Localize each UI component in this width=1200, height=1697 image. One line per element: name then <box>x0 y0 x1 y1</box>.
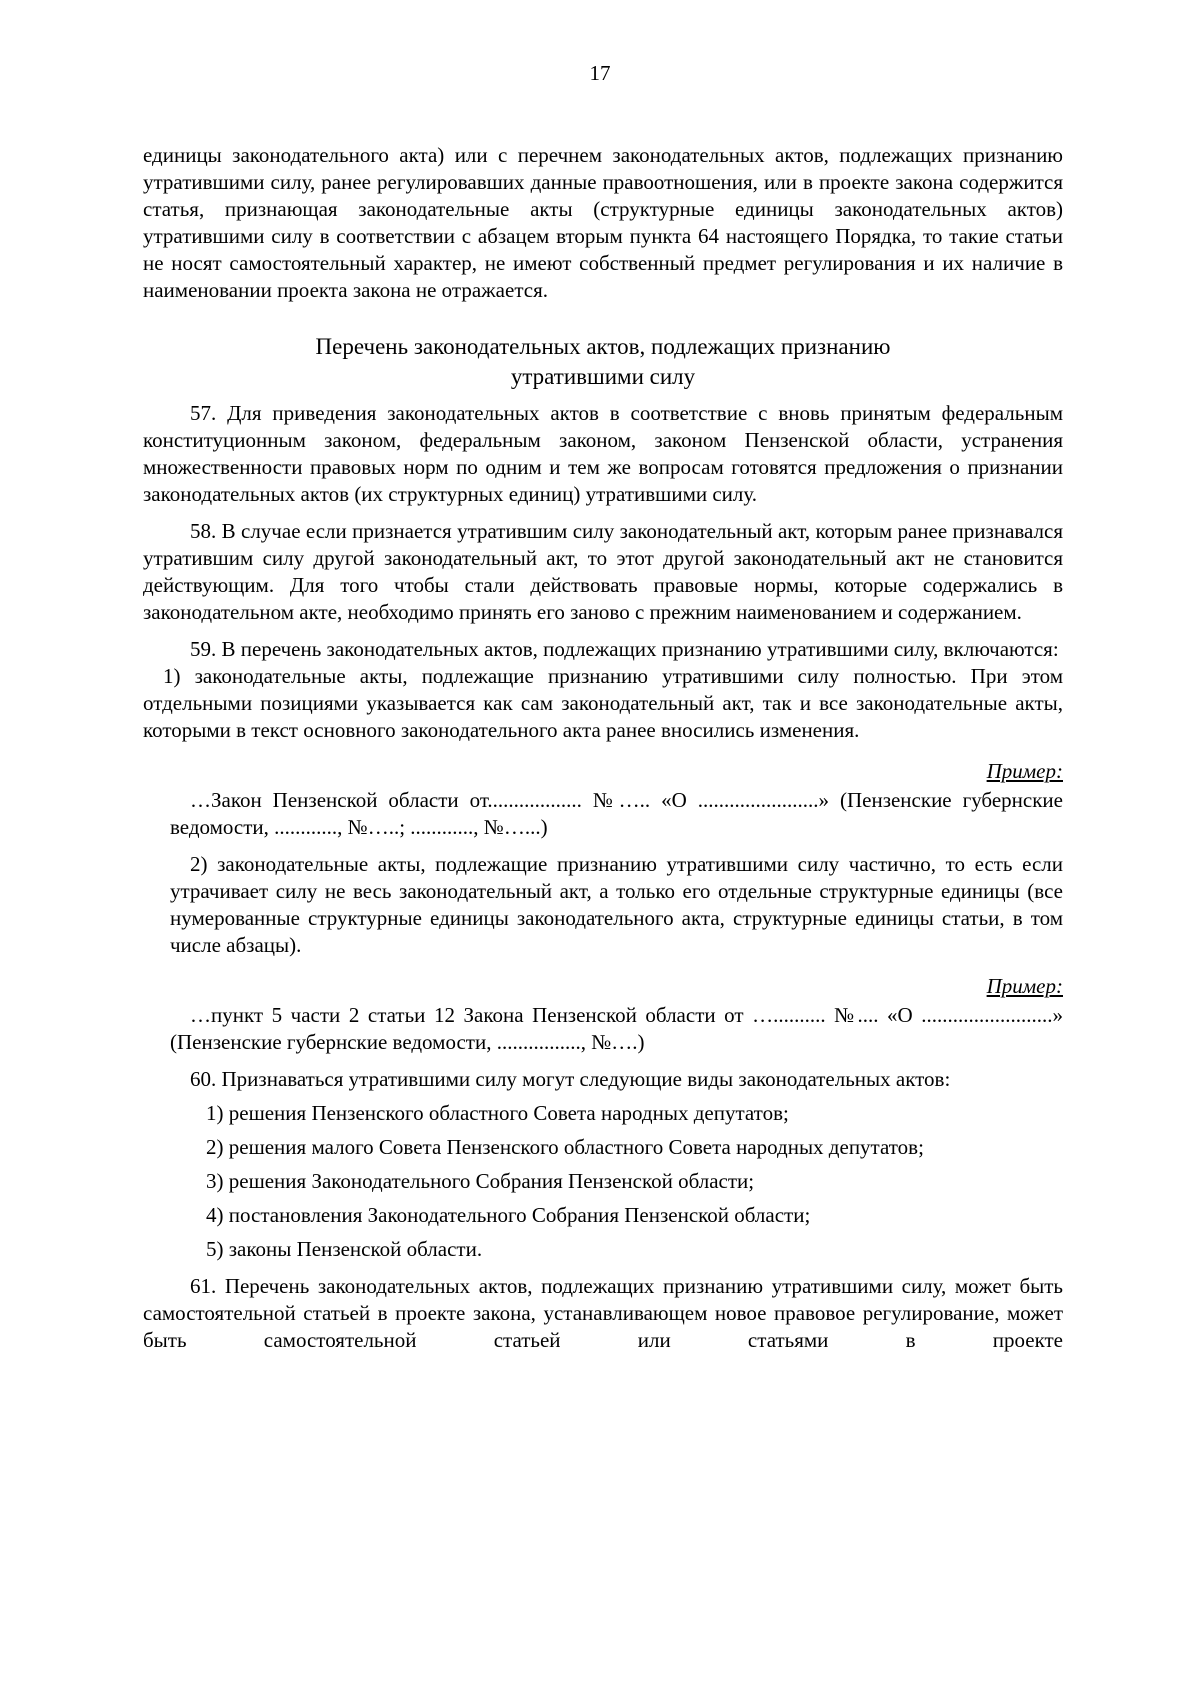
section-heading-line-2: утратившими силу <box>510 364 696 389</box>
intro-paragraph: единицы законодательного акта) или с перечнем законодательных актов, подлежащих признанию утратившими силу, ранее регулировавших данные правоотношения, или в проекте закона содержится статья, признающая законодательные акты (структурные единицы законодательных актов) утратившими силу в соответствии с абзацем вторым пункта 64 настоящего Порядка, то такие статьи не носят самостоятельный характер, не имеют собственный предмет регулирования и их наличие в наименовании проекта закона не отражается. <box>143 143 1063 302</box>
page-body <box>143 142 1063 1354</box>
paragraph-59-item-2: 2) законодательные акты, подлежащие признанию утратившими силу частично, то есть если утрачивает силу не весь законодательный акт, а только его отдельные структурные единицы (все нумерованные структурные единицы законодательного акта, структурные единицы статьи, в том числе абзацы). <box>170 852 1063 957</box>
page-number: 17 <box>589 61 611 85</box>
paragraph-58: 58. В случае если признается утратившим силу законодательный акт, которым ранее признавался утратившим силу другой законодательный акт, то этот другой законодательный акт не становится действующим. Для того чтобы стали действовать правовые нормы, которые содержались в законодательном акте, необходимо принять его заново с прежним наименованием и содержанием. <box>143 519 1063 624</box>
list-item: 4) постановления Законодательного Собрания Пензенской области; <box>206 1203 811 1227</box>
paragraph-59: 59. В перечень законодательных актов, подлежащих признанию утратившими силу, включаются: <box>190 637 1059 661</box>
paragraph-57: 57. Для приведения законодательных актов в соответствие с вновь принятым федеральным конституционным законом, федеральным законом, законом Пензенской области, устранения множественности правовых норм по одним и тем же вопросам готовятся предложения о признании законодательных актов (их структурных единиц) утратившими силу. <box>143 401 1063 506</box>
paragraph-59-item-1: 1) законодательные акты, подлежащие признанию утратившими силу полностью. При этом отдельными позициями указывается как сам законодательный акт, так и все законодательные акты, которыми в текст основного законодательного акта ранее вносились изменения. <box>143 664 1063 742</box>
list-item: 1) решения Пензенского областного Совета народных депутатов; <box>206 1101 789 1125</box>
example-1: …Закон Пензенской области от.................. №….. «О .......................» (Пензенские губернские ведомости, ............, №…..; ............, №…...) <box>170 788 1063 839</box>
paragraph-61: 61. Перечень законодательных актов, подлежащих признанию утратившими силу, может быть самостоятельной статьей в проекте закона, устанавливающем новое правовое регулирование, может быть самостоятельной статьей или статьями в проекте <box>143 1274 1063 1352</box>
list-item: 3) решения Законодательного Собрания Пензенской области; <box>206 1169 755 1193</box>
section-heading-line-1: Перечень законодательных актов, подлежащих признанию <box>315 334 891 359</box>
list-item: 2) решения малого Совета Пензенского областного Совета народных депутатов; <box>206 1135 924 1159</box>
example-label-1: Пример: <box>986 759 1063 783</box>
example-label-2: Пример: <box>986 974 1063 998</box>
example-2: …пункт 5 части 2 статьи 12 Закона Пензенской области от ….......... №.... «О .........................» (Пензенские губернские ведомости, ................, №….) <box>170 1003 1063 1054</box>
list-item: 5) законы Пензенской области. <box>206 1237 483 1261</box>
section-heading <box>143 332 1063 392</box>
paragraph-60-list <box>206 1100 1063 1263</box>
paragraph-60: 60. Признаваться утратившими силу могут следующие виды законодательных актов: <box>190 1067 951 1091</box>
